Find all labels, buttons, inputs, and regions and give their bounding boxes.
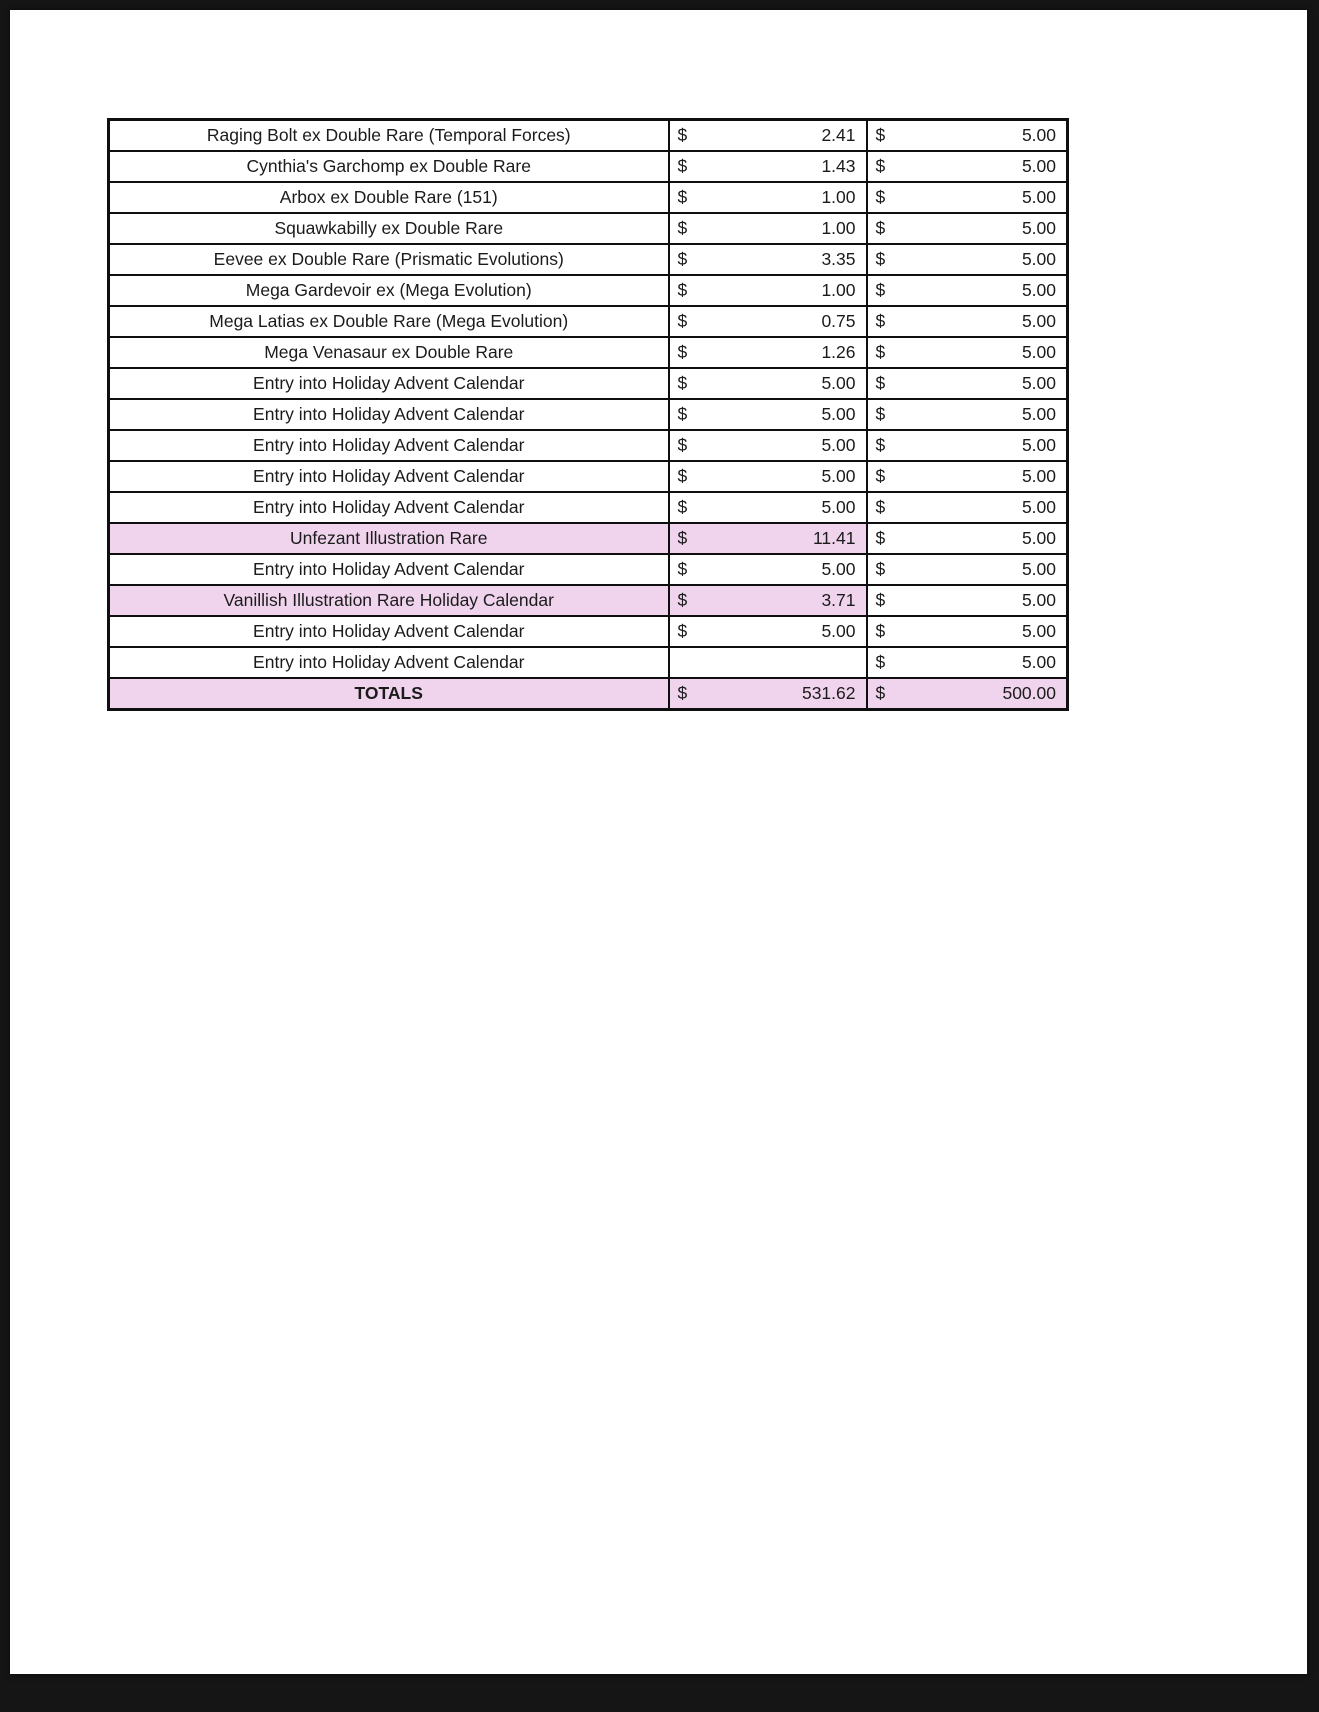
- cost-cell: [669, 120, 867, 152]
- currency-symbol: $: [677, 621, 688, 641]
- table-row: [109, 461, 1068, 492]
- cost-amount: 3.35: [821, 249, 856, 269]
- currency-symbol: $: [677, 280, 688, 300]
- value-amount: 5.00: [1021, 156, 1056, 176]
- table-row: [109, 120, 1068, 152]
- value-amount: 5.00: [1021, 187, 1056, 207]
- value-amount: 5.00: [1021, 249, 1056, 269]
- currency-symbol: $: [875, 280, 886, 300]
- item-name-cell: [109, 368, 669, 399]
- cost-amount: 5.00: [821, 404, 856, 424]
- cost-cell: [669, 461, 867, 492]
- value-cell: [867, 337, 1068, 368]
- value-cell: [867, 306, 1068, 337]
- item-name: Squawkabilly ex Double Rare: [274, 218, 504, 238]
- currency-symbol: $: [875, 621, 886, 641]
- table-footer: [109, 678, 1068, 710]
- cost-cell: [669, 554, 867, 585]
- value-cell: [867, 275, 1068, 306]
- item-name: Raging Bolt ex Double Rare (Temporal Forces): [206, 125, 571, 145]
- currency-symbol: $: [875, 652, 886, 672]
- value-amount: 5.00: [1021, 342, 1056, 362]
- cost-cell: [669, 182, 867, 213]
- value-cell: [867, 647, 1068, 678]
- value-amount: 5.00: [1021, 373, 1056, 393]
- item-name: Mega Gardevoir ex (Mega Evolution): [245, 280, 532, 300]
- cost-amount: 5.00: [821, 435, 856, 455]
- cost-amount: 5.00: [821, 621, 856, 641]
- value-cell: [867, 430, 1068, 461]
- item-name: Entry into Holiday Advent Calendar: [253, 466, 525, 486]
- item-name-cell: [109, 182, 669, 213]
- item-name-cell: [109, 492, 669, 523]
- item-name-cell: [109, 275, 669, 306]
- currency-symbol: $: [875, 404, 886, 424]
- item-name: Entry into Holiday Advent Calendar: [253, 497, 525, 517]
- currency-symbol: $: [875, 187, 886, 207]
- currency-symbol: $: [875, 497, 886, 517]
- value-cell: [867, 616, 1068, 647]
- currency-symbol: $: [875, 683, 886, 703]
- item-name-cell: [109, 151, 669, 182]
- currency-symbol: $: [875, 156, 886, 176]
- item-name-cell: [109, 616, 669, 647]
- value-cell: [867, 151, 1068, 182]
- currency-symbol: $: [677, 404, 688, 424]
- cost-amount: 1.26: [821, 342, 856, 362]
- cost-cell: [669, 647, 867, 678]
- currency-symbol: $: [875, 249, 886, 269]
- cost-amount: 0.75: [821, 311, 856, 331]
- currency-symbol: $: [875, 218, 886, 238]
- item-name-cell: [109, 647, 669, 678]
- currency-symbol: $: [875, 435, 886, 455]
- cost-cell: [669, 616, 867, 647]
- table-row: [109, 244, 1068, 275]
- value-cell: [867, 554, 1068, 585]
- item-name-cell: [109, 120, 669, 152]
- currency-symbol: $: [677, 590, 688, 610]
- value-cell: [867, 461, 1068, 492]
- document-page: [10, 10, 1307, 1674]
- value-cell: [867, 523, 1068, 554]
- item-name: Unfezant Illustration Rare: [290, 528, 488, 548]
- value-amount: 5.00: [1021, 559, 1056, 579]
- item-name: Entry into Holiday Advent Calendar: [253, 559, 525, 579]
- currency-symbol: $: [677, 156, 688, 176]
- currency-symbol: $: [677, 125, 688, 145]
- item-name-cell: [109, 585, 669, 616]
- currency-symbol: $: [677, 528, 688, 548]
- totals-label: TOTALS: [109, 678, 669, 710]
- cost-amount: 1.00: [821, 187, 856, 207]
- value-amount: 5.00: [1021, 125, 1056, 145]
- cost-cell: [669, 213, 867, 244]
- totals-cost-cell: [669, 678, 867, 710]
- value-cell: [867, 492, 1068, 523]
- table-row: [109, 337, 1068, 368]
- currency-symbol: $: [875, 466, 886, 486]
- table-row: [109, 368, 1068, 399]
- value-amount: 5.00: [1021, 404, 1056, 424]
- currency-symbol: $: [875, 373, 886, 393]
- cost-amount: 1.43: [821, 156, 856, 176]
- cost-cell: [669, 399, 867, 430]
- currency-symbol: $: [875, 528, 886, 548]
- value-cell: [867, 368, 1068, 399]
- item-name-cell: [109, 213, 669, 244]
- item-name: Entry into Holiday Advent Calendar: [253, 404, 525, 424]
- totals-value-amount: 500.00: [1002, 683, 1056, 703]
- value-amount: 5.00: [1021, 528, 1056, 548]
- cost-cell: [669, 244, 867, 275]
- cost-amount: 5.00: [821, 497, 856, 517]
- cost-cell: [669, 368, 867, 399]
- value-amount: 5.00: [1021, 280, 1056, 300]
- table-row: [109, 616, 1068, 647]
- totals-row: [109, 678, 1068, 710]
- item-name: Entry into Holiday Advent Calendar: [253, 652, 525, 672]
- cost-amount: 5.00: [821, 373, 856, 393]
- currency-symbol: $: [677, 435, 688, 455]
- item-name: Mega Venasaur ex Double Rare: [264, 342, 514, 362]
- value-cell: [867, 244, 1068, 275]
- value-amount: 5.00: [1021, 590, 1056, 610]
- currency-symbol: $: [677, 373, 688, 393]
- table-row: [109, 647, 1068, 678]
- cost-amount: 1.00: [821, 280, 856, 300]
- table-row: [109, 523, 1068, 554]
- value-amount: 5.00: [1021, 497, 1056, 517]
- currency-symbol: $: [677, 218, 688, 238]
- table-row: [109, 430, 1068, 461]
- value-amount: 5.00: [1021, 435, 1056, 455]
- currency-symbol: $: [677, 466, 688, 486]
- cost-amount: 2.41: [821, 125, 856, 145]
- item-name-cell: [109, 430, 669, 461]
- item-name: Eevee ex Double Rare (Prismatic Evolutions): [213, 249, 564, 269]
- items-table: [107, 118, 1069, 711]
- cost-cell: [669, 492, 867, 523]
- totals-value-cell: [867, 678, 1068, 710]
- item-name: Vanillish Illustration Rare Holiday Calendar: [223, 590, 554, 610]
- item-name: Entry into Holiday Advent Calendar: [253, 621, 525, 641]
- value-amount: 5.00: [1021, 621, 1056, 641]
- item-name-cell: [109, 306, 669, 337]
- table-row: [109, 182, 1068, 213]
- item-name-cell: [109, 337, 669, 368]
- value-cell: [867, 399, 1068, 430]
- table-row: [109, 492, 1068, 523]
- totals-cost-amount: 531.62: [801, 683, 856, 703]
- table-row: [109, 306, 1068, 337]
- table-row: [109, 151, 1068, 182]
- value-cell: [867, 120, 1068, 152]
- table-row: [109, 585, 1068, 616]
- currency-symbol: $: [677, 187, 688, 207]
- cost-cell: [669, 430, 867, 461]
- item-name: Mega Latias ex Double Rare (Mega Evolution): [209, 311, 569, 331]
- currency-symbol: $: [677, 559, 688, 579]
- value-cell: [867, 182, 1068, 213]
- table-row: [109, 275, 1068, 306]
- table-body: [109, 120, 1068, 679]
- currency-symbol: $: [677, 497, 688, 517]
- item-name: Arbox ex Double Rare (151): [279, 187, 498, 207]
- value-amount: 5.00: [1021, 652, 1056, 672]
- cost-cell: [669, 306, 867, 337]
- currency-symbol: $: [677, 683, 688, 703]
- currency-symbol: $: [677, 311, 688, 331]
- cost-amount: 11.41: [813, 528, 856, 548]
- value-amount: 5.00: [1021, 466, 1056, 486]
- table-row: [109, 554, 1068, 585]
- cost-cell: [669, 337, 867, 368]
- value-amount: 5.00: [1021, 311, 1056, 331]
- cost-cell: [669, 151, 867, 182]
- currency-symbol: $: [677, 249, 688, 269]
- currency-symbol: $: [875, 559, 886, 579]
- currency-symbol: $: [875, 125, 886, 145]
- cost-cell: [669, 275, 867, 306]
- item-name-cell: [109, 244, 669, 275]
- currency-symbol: $: [875, 590, 886, 610]
- spreadsheet-table-wrap: [107, 118, 1069, 711]
- cost-amount: 5.00: [821, 559, 856, 579]
- cost-cell: [669, 523, 867, 554]
- currency-symbol: $: [875, 342, 886, 362]
- table-row: [109, 399, 1068, 430]
- table-row: [109, 213, 1068, 244]
- value-cell: [867, 213, 1068, 244]
- item-name-cell: [109, 399, 669, 430]
- cost-cell: [669, 585, 867, 616]
- cost-amount: 3.71: [821, 590, 856, 610]
- currency-symbol: $: [677, 342, 688, 362]
- item-name-cell: [109, 554, 669, 585]
- item-name: Entry into Holiday Advent Calendar: [253, 435, 525, 455]
- currency-symbol: $: [875, 311, 886, 331]
- cost-amount: 1.00: [821, 218, 856, 238]
- item-name: Cynthia's Garchomp ex Double Rare: [246, 156, 531, 176]
- item-name-cell: [109, 523, 669, 554]
- value-amount: 5.00: [1021, 218, 1056, 238]
- cost-amount: 5.00: [821, 466, 856, 486]
- value-cell: [867, 585, 1068, 616]
- item-name-cell: [109, 461, 669, 492]
- item-name: Entry into Holiday Advent Calendar: [253, 373, 525, 393]
